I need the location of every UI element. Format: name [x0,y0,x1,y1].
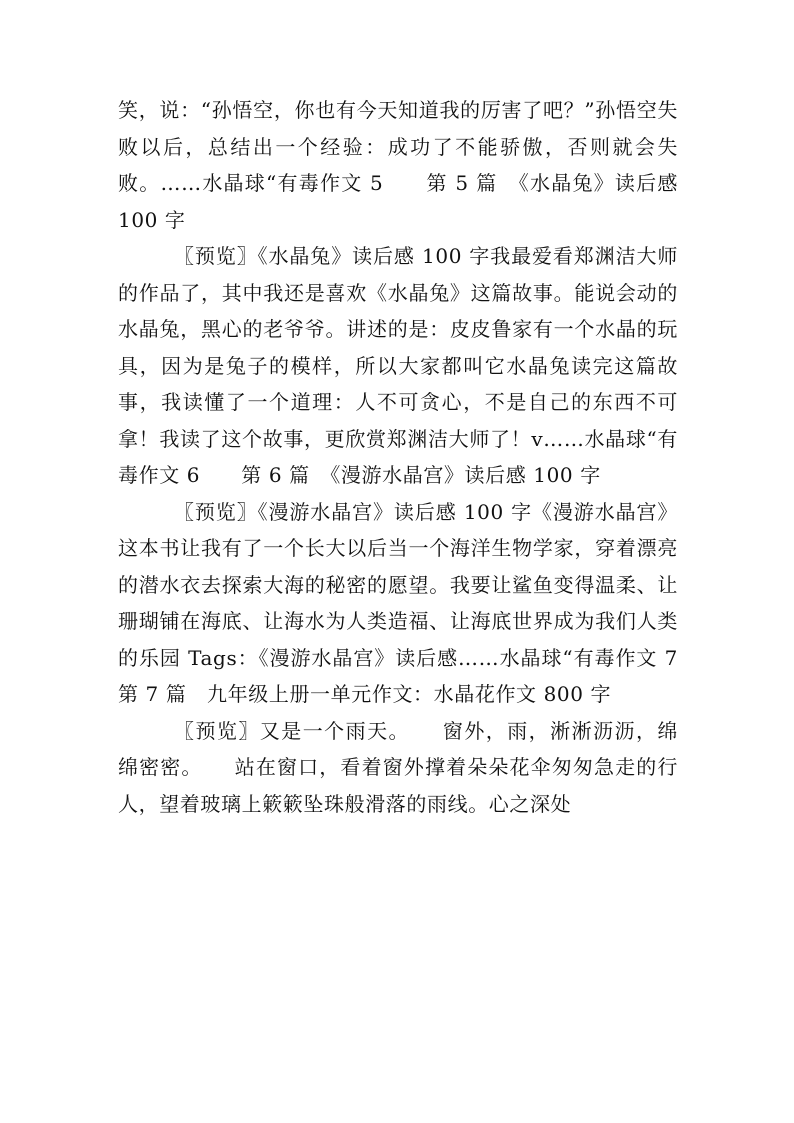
paragraph-2: 〖预览〗《水晶兔》读后感 100 字我最爱看郑渊洁大师的作品了，其中我还是喜欢《水晶兔》这篇故事。能说会动的水晶兔，黑心的老爷爷。讲述的是：皮皮鲁家有一个水晶的玩具，因为是兔子的模样，所以大家都叫它水晶兔读完这篇故事，我读懂了一个道理：人不可贪心，不是自己的东西不可拿！我读了这个故事，更欣赏郑渊洁大师了！v……水晶球“有毒作文 6 第 6 篇 《漫游水晶宫》读后感 100 字 [118,244,678,487]
document-body [118,92,720,822]
paragraph-3: 〖预览〗《漫游水晶宫》读后感 100 字《漫游水晶宫》这本书让我有了一个长大以后当一个海洋生物学家，穿着漂亮的潜水衣去探索大海的秘密的愿望。我要让鲨鱼变得温柔、让珊瑚铺在海底、让海水为人类造福、让海底世界成为我们人类的乐园 Tags：《漫游水晶宫》读后感……水晶球“有毒作文 7 第 7 篇 九年级上册一单元作文：水晶花作文 800 字 [118,499,720,706]
paragraph-1: 笑，说：“孙悟空，你也有今天知道我的厉害了吧？”孙悟空失败以后，总结出一个经验：成功了不能骄傲，否则就会失败。……水晶球“有毒作文 5 第 5 篇 《水晶兔》读后感 100 字 [118,98,678,232]
paragraph-4: 〖预览〗又是一个雨天。 窗外，雨，淅淅沥沥，绵绵密密。 站在窗口，看着窗外撑着朵朵花伞匆匆急走的行人，望着玻璃上簌簌坠珠般滑落的雨线。心之深处 [118,718,678,816]
